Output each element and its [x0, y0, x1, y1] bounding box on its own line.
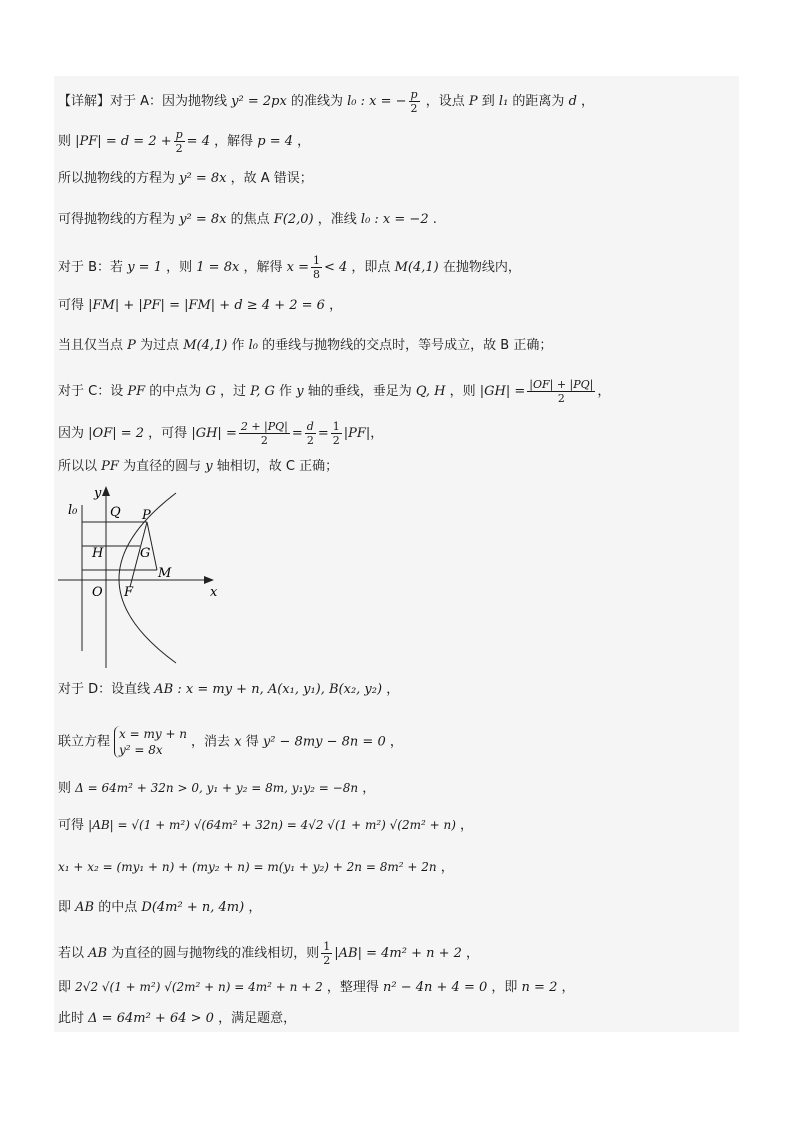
- text: 即: [58, 900, 72, 915]
- text: 可得: [58, 818, 85, 833]
- line-d-intro: [58, 681, 399, 699]
- fraction: $\frac{1}{8}$: [312, 254, 320, 281]
- label-q: Q: [110, 505, 121, 520]
- math: G: [205, 384, 216, 399]
- text: ，: [248, 900, 262, 915]
- math: l₀ : x = −2: [360, 212, 429, 227]
- math: D(4m² + n, 4m): [141, 900, 245, 915]
- text: 对于 B：若: [58, 260, 124, 275]
- text: ，: [370, 426, 384, 441]
- text: 的距离为: [512, 94, 565, 109]
- label-y: y: [94, 486, 102, 501]
- fraction: $\frac{d}{2}$: [306, 420, 314, 447]
- text: 当且仅当点: [58, 338, 124, 353]
- math: x: [234, 734, 242, 750]
- label-p: P: [142, 508, 151, 523]
- text: 作: [279, 384, 293, 399]
- text: 若以: [58, 946, 85, 961]
- math: Q, H: [415, 384, 446, 399]
- text: ，解得: [243, 260, 283, 275]
- line-d-check: [58, 1010, 296, 1028]
- text: ，准线: [317, 212, 357, 227]
- text: ，: [386, 682, 400, 697]
- math: |AB| = √(1 + m²) √(64m² + 32n) = 4√2 √(1 + m²) √(2m² + n): [88, 818, 456, 832]
- label-l0: l₀: [68, 503, 78, 518]
- math: y² − 8my − 8n = 0: [262, 734, 386, 750]
- text: ，故 A 错误；: [230, 171, 313, 186]
- text: 为直径的圆与: [123, 459, 202, 474]
- text: ，: [561, 980, 575, 995]
- math: |GH| =: [479, 384, 526, 399]
- text: ，过: [219, 384, 246, 399]
- text: 在抛物线内，: [442, 260, 521, 275]
- math: AB : x = my + n, A(x₁, y₁), B(x₂, y₂): [154, 682, 383, 697]
- text: 的中点为: [149, 384, 202, 399]
- text: 所以以: [58, 459, 98, 474]
- line-d-discriminant: [58, 779, 375, 798]
- math: =: [291, 426, 303, 441]
- line-d-x-sum: [58, 858, 454, 877]
- parabola-figure: [58, 483, 228, 668]
- fraction: $\frac{p}{2}$: [175, 128, 183, 155]
- math: PF: [101, 459, 119, 474]
- math: P, G: [250, 384, 275, 399]
- line-d-tangent: [58, 940, 479, 967]
- math: AB: [75, 900, 95, 915]
- math: P: [127, 338, 136, 353]
- line-d-solve: [58, 978, 575, 997]
- text: 即: [58, 980, 72, 995]
- line-c-conclusion: [58, 458, 338, 476]
- math: P: [468, 94, 478, 109]
- text: ，: [440, 860, 454, 875]
- fraction: $\frac{p}{2}$: [410, 88, 418, 115]
- text: 轴的垂线，垂足为: [307, 384, 412, 399]
- fraction: $\frac{|OF| + |PQ|}{2}$: [529, 378, 594, 405]
- text: 轴相切，故 C 正确；: [216, 459, 339, 474]
- line-d-system: [58, 726, 403, 758]
- text: 作: [231, 338, 245, 353]
- math: y: [296, 384, 304, 399]
- text: 则: [58, 781, 72, 796]
- math: |FM| + |PF| = |FM| + d ≥ 4 + 2 = 6: [88, 298, 325, 313]
- math: < 4: [323, 260, 348, 275]
- math: |PF| = d = 2 +: [75, 134, 172, 149]
- text: 的中点: [98, 900, 138, 915]
- text: ，则: [449, 384, 476, 399]
- line-c-gh: [58, 420, 383, 447]
- text: 对于 C：设: [58, 384, 124, 399]
- text: ，则: [166, 260, 193, 275]
- line-pf-distance: [58, 128, 310, 155]
- text: ，: [581, 94, 595, 109]
- text: 为直径的圆与抛物线的准线相切，则: [111, 946, 320, 961]
- text: 为过点: [140, 338, 180, 353]
- line-a-conclusion: [58, 170, 313, 188]
- text: ，整理得: [326, 980, 379, 995]
- text: 因为: [58, 426, 85, 441]
- text: ，: [389, 734, 403, 750]
- fraction: $\frac{2 + |PQ|}{2}$: [240, 420, 288, 447]
- math: d: [568, 94, 577, 109]
- text: ，: [329, 298, 343, 313]
- math: Δ = 64m² + 32n > 0, y₁ + y₂ = 8m, y₁y₂ = −8n: [75, 781, 359, 795]
- label-h: H: [92, 546, 104, 561]
- text: 则: [58, 134, 72, 149]
- text: ，: [362, 781, 376, 796]
- text: ，消去: [191, 734, 231, 750]
- line-d-midpoint: [58, 899, 261, 917]
- line-c-intro: [58, 378, 610, 405]
- text: 的焦点: [230, 212, 270, 227]
- math: l₀ : x = −: [347, 94, 407, 109]
- math: y² = 8x: [179, 212, 227, 227]
- x-axis-arrow: [204, 576, 214, 584]
- math: l₁: [498, 94, 509, 109]
- math: y: [205, 459, 213, 474]
- text: ，可得: [148, 426, 188, 441]
- label-f: F: [124, 585, 134, 600]
- text: 联立方程: [58, 734, 111, 750]
- text: ，: [297, 134, 311, 149]
- text: 的垂线与抛物线的交点时，等号成立，故 B 正确；: [262, 338, 553, 353]
- math: y = 1: [127, 260, 162, 275]
- line-b-intro: [58, 254, 521, 281]
- math: M(4,1): [183, 338, 228, 353]
- text: ，即: [491, 980, 518, 995]
- math: p = 4: [257, 134, 294, 149]
- math: n² − 4n + 4 = 0: [383, 980, 488, 995]
- text: ，解得: [214, 134, 254, 149]
- math: 2√2 √(1 + m²) √(2m² + n) = 4m² + n + 2: [75, 980, 323, 994]
- line-a-intro: [58, 88, 594, 115]
- label-m: M: [158, 566, 172, 581]
- text: 的准线为: [290, 94, 343, 109]
- text: 可得: [58, 298, 85, 313]
- label-o: O: [92, 585, 103, 600]
- math: l₀: [248, 338, 259, 353]
- math: M(4,1): [394, 260, 439, 275]
- text: .: [432, 212, 437, 227]
- math: |PF|: [343, 426, 371, 441]
- math: n = 2: [521, 980, 558, 995]
- fraction: $\frac{1}{2}$: [323, 940, 331, 967]
- line-b-conclusion: [58, 337, 552, 355]
- text: 【详解】对于 A：因为抛物线: [58, 94, 228, 109]
- text: 此时: [58, 1011, 85, 1026]
- math: AB: [88, 946, 108, 961]
- text: ，: [597, 384, 611, 399]
- math: Δ = 64m² + 64 > 0: [88, 1011, 214, 1026]
- math: PF: [127, 384, 146, 399]
- y-axis-arrow: [102, 486, 110, 496]
- math: x₁ + x₂ = (my₁ + n) + (my₂ + n) = m(y₁ + y₂) + 2n = 8m² + 2n: [58, 860, 437, 874]
- math: 1 = 8x: [196, 260, 240, 275]
- math: |GH| =: [191, 426, 237, 441]
- math: = 4: [186, 134, 210, 149]
- math: |OF| = 2: [88, 426, 145, 441]
- math: x =: [286, 260, 309, 275]
- math: =: [317, 426, 329, 441]
- text: 对于 D：设直线: [58, 682, 151, 697]
- text: ，满足题意，: [218, 1011, 297, 1026]
- text: ，: [460, 818, 474, 833]
- text: 可得抛物线的方程为: [58, 212, 176, 227]
- label-g: G: [140, 546, 151, 561]
- text: 到: [481, 94, 495, 109]
- text: ，: [466, 946, 480, 961]
- line-d-ab-length: [58, 816, 473, 835]
- line-b-inequality: [58, 297, 342, 315]
- text: 得: [245, 734, 259, 750]
- math: F(2,0): [273, 212, 314, 227]
- label-x: x: [210, 585, 218, 600]
- line-focus: [58, 211, 437, 229]
- text: 所以抛物线的方程为: [58, 171, 176, 186]
- math: y² = 8x: [179, 171, 227, 186]
- equation-system: x = my + n y² = 8x: [114, 726, 187, 758]
- fraction: $\frac{1}{2}$: [332, 420, 340, 447]
- math: |AB| = 4m² + n + 2: [334, 946, 462, 961]
- math: y² = 2px: [231, 94, 287, 109]
- text: ，设点: [425, 94, 465, 109]
- text: ，即点: [351, 260, 391, 275]
